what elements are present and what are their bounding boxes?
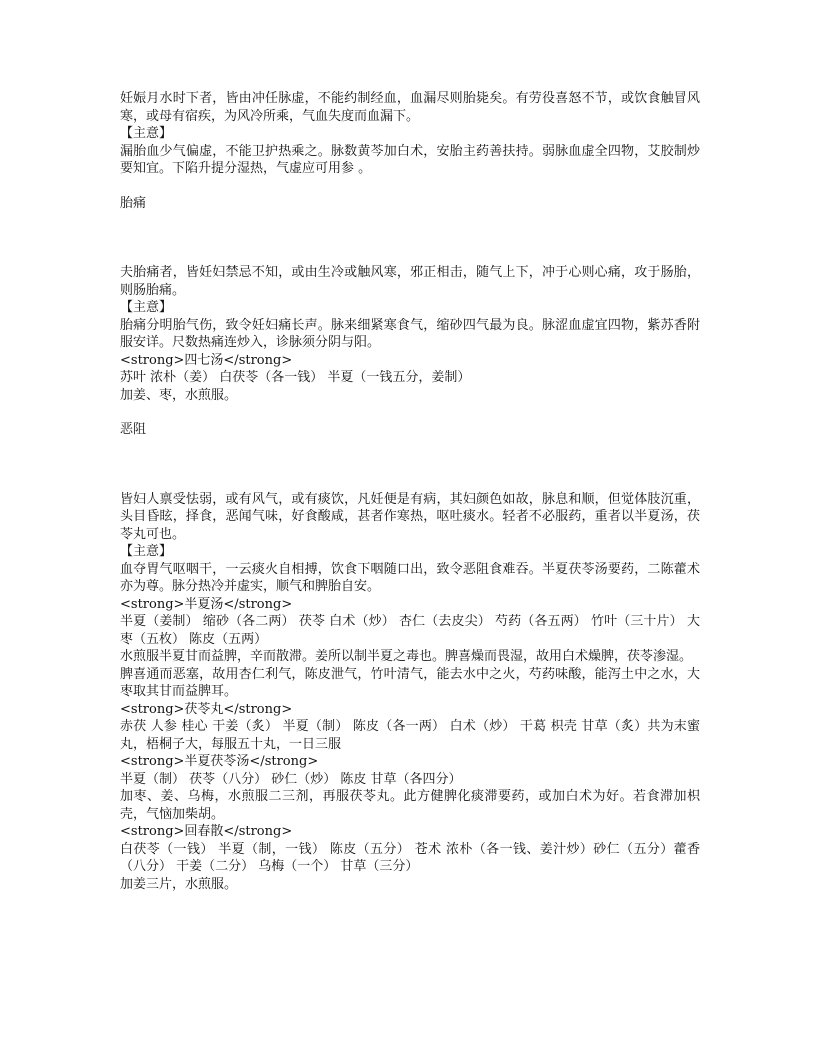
recipe-title: <strong>半夏茯苓汤</strong> <box>120 754 319 769</box>
recipe-ingredients: 半夏（制） 茯苓（八分） 砂仁（炒） 陈皮 甘草（各四分） <box>120 771 462 787</box>
recipe-title: <strong>回春散</strong> <box>120 824 293 839</box>
paragraph: 脾喜通而恶塞，故用杏仁利气，陈皮泄气，竹叶清气，能去水中之火，芍药味酸，能泻土中之水，大枣取其甘而益脾耳。 <box>120 666 700 699</box>
heading-note: 【主意】 <box>120 126 173 141</box>
recipe-title: <strong>四七汤</strong> <box>120 352 293 368</box>
recipe-ingredients: 白茯苓（一钱） 半夏（制，一钱） 陈皮（五分） 苍术 浓朴（各一钱、姜汁炒）砂仁（五分）藿香（八分） 干姜（二分） 乌梅（一个） 甘草（三分） <box>120 841 700 874</box>
section-title-ezu: 恶阻 <box>120 422 147 437</box>
heading-note: 【主意】 <box>120 544 173 559</box>
paragraph: 夫胎痛者，皆妊妇禁忌不知，或由生冷或触风寒，邪正相击，随气上下，冲于心则心痛，攻于肠胎，则肠胎痛。 <box>120 265 700 298</box>
paragraph: 妊娠月水时下者，皆由冲任脉虚，不能约制经血，血漏尽则胎毙矣。有劳役喜怒不节，或饮食触冒风寒，或母有宿疾，为风冷所乘，气血失度而血漏下。 <box>120 91 700 124</box>
paragraph: 血夺胃气呕咽干，一云痰火自相搏，饮食下咽随口出，致令恶阻食难吞。半夏茯苓汤要药，二陈藿术亦为尊。脉分热冷并虚实，顺气和脾胎自安。 <box>120 561 700 594</box>
paragraph: 漏胎血少气偏虚，不能卫护热乘之。脉数黄芩加白术，安胎主药善扶持。弱脉血虚全四物，艾胶制炒要知宜。下陷升提分湿热，气虚应可用参 。 <box>120 143 700 176</box>
recipe-ingredients: 苏叶 浓朴（姜） 白茯苓（各一钱） 半夏（一钱五分，姜制） <box>120 370 471 385</box>
paragraph: 皆妇人禀受怯弱，或有风气，或有痰饮，凡妊便是有病，其妇颜色如故，脉息和顺，但觉体肢沉重，头目昏眩，择食，恶闻气味，好食酸咸，甚者作寒热，呕吐痰水。轻者不必服药，重者以半夏汤，茯苓丸可也。 <box>120 491 700 542</box>
paragraph: 加枣、姜、乌梅，水煎服二三剂，再服茯苓丸。此方健脾化痰滞要药，或加白术为好。若食滞加枳壳，气恼加柴胡。 <box>120 789 700 822</box>
document-page <box>120 90 700 893</box>
paragraph: 水煎服半夏甘而益脾，辛而散滞。姜所以制半夏之毒也。脾喜燥而畏湿，故用白术燥脾，茯苓渗湿。 <box>120 649 693 664</box>
recipe-title: <strong>茯苓丸</strong> <box>120 701 293 717</box>
recipe-directions: 加姜三片，水煎服。 <box>120 876 238 892</box>
recipe-ingredients: 半夏（姜制） 缩砂（各二两） 茯苓 白术（炒） 杏仁（去皮尖） 芍药（各五两） 竹叶（三十片） 大枣（五枚） 陈皮（五两） <box>120 614 700 647</box>
recipe-title: <strong>半夏汤</strong> <box>120 596 293 612</box>
recipe-ingredients: 赤茯 人参 桂心 干姜（炙） 半夏（制） 陈皮（各一两） 白术（炒） 干葛 枳壳 甘草（炙）共为末蜜丸，梧桐子大，每服五十丸，一日三服 <box>120 719 700 752</box>
paragraph: 胎痛分明胎气伤，致令妊妇痛长声。脉来细紧寒食气，缩砂四气最为良。脉涩血虚宜四物，紫苏香附服安详。尺数热痛连炒入，诊脉须分阴与阳。 <box>120 317 700 350</box>
heading-note: 【主意】 <box>120 300 173 315</box>
section-title-taitong: 胎痛 <box>120 195 147 211</box>
recipe-directions: 加姜、枣，水煎服。 <box>120 387 238 403</box>
